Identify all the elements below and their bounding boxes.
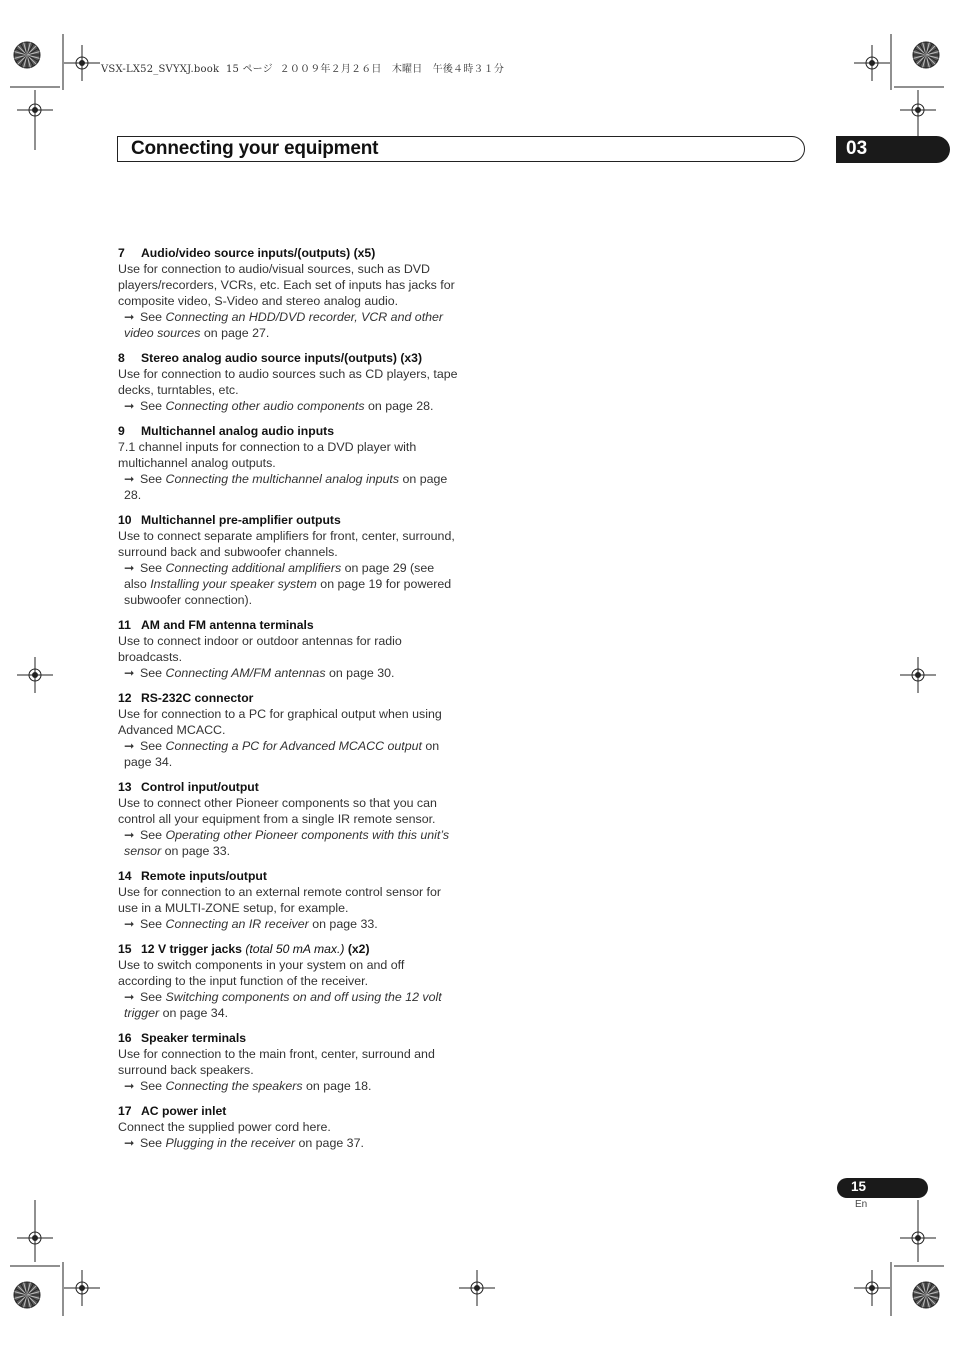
see-prefix: See: [140, 828, 166, 842]
right-arrow-icon: ➞: [124, 399, 135, 413]
list-item: [118, 1030, 458, 1094]
see-reference: [118, 471, 458, 503]
color-starburst-icon: [913, 1282, 939, 1308]
item-title: Stereo analog audio source inputs/(outputs) (x3): [141, 351, 423, 365]
see-prefix: See: [140, 917, 166, 931]
item-body: Connect the supplied power cord here.: [118, 1120, 331, 1134]
see-reference: [118, 916, 458, 932]
see-link: Operating other Pioneer components with this unit’s sensor: [124, 828, 450, 858]
item-title-tail: (x2): [347, 942, 370, 956]
print-metadata: VSX-LX52_SVYXJ.book 15 ページ ２００９年２月２６日 木曜日 午後４時３１分: [101, 64, 505, 75]
see-suffix: on page 34.: [159, 1006, 229, 1020]
item-title: AM and FM antenna terminals: [141, 618, 314, 632]
see-prefix: See: [140, 739, 166, 753]
see-suffix: on page 33.: [308, 917, 378, 931]
see-link: Connecting an IR receiver: [165, 917, 309, 931]
see-prefix: See: [140, 990, 166, 1004]
item-heading: [118, 245, 458, 261]
see-suffix: on page 37.: [295, 1136, 364, 1150]
see-reference: [118, 827, 458, 859]
see-link: Switching components on and off using the 12 volt trigger: [124, 990, 442, 1020]
item-title: Audio/video source inputs/(outputs) (x5): [141, 246, 376, 260]
list-item: [118, 941, 458, 1021]
item-body: Use for connection to audio sources such as CD players, tape decks, turntables, etc.: [118, 367, 458, 397]
see-reference: [118, 989, 458, 1021]
right-arrow-icon: ➞: [124, 561, 135, 575]
item-title: 12 V trigger jacks: [141, 942, 242, 956]
right-arrow-icon: ➞: [124, 1079, 135, 1093]
see-suffix: on page 28.: [364, 399, 434, 413]
see-prefix: See: [140, 472, 166, 486]
see-link: Connecting other audio components: [165, 399, 365, 413]
page-number-tab: [837, 1178, 928, 1198]
item-number: 16: [118, 1031, 132, 1045]
see-reference: [118, 560, 458, 608]
see-link: Connecting an HDD/DVD recorder, VCR and other video sources: [124, 310, 444, 340]
see-prefix: See: [140, 399, 166, 413]
item-body: Use for connection to an external remote control sensor for use in a MULTI-ZONE setup, for example.: [118, 885, 442, 915]
item-body: Use for connection to a PC for graphical output when using Advanced MCACC.: [118, 707, 442, 737]
item-number: 9: [118, 424, 125, 438]
color-starburst-icon: [14, 42, 40, 68]
item-heading: [118, 423, 458, 439]
see-link: Connecting AM/FM antennas: [165, 666, 326, 680]
see-suffix: on page 28.: [124, 472, 448, 502]
item-number: 12: [118, 691, 132, 705]
item-heading: [118, 690, 458, 706]
item-title: Speaker terminals: [141, 1031, 247, 1045]
item-number: 14: [118, 869, 132, 883]
list-item: [118, 617, 458, 681]
right-arrow-icon: ➞: [124, 739, 135, 753]
item-number: 7: [118, 246, 125, 260]
see-suffix: on page 30.: [325, 666, 395, 680]
item-title: AC power inlet: [141, 1104, 227, 1118]
see-reference: [118, 665, 458, 681]
see-prefix: See: [140, 561, 166, 575]
see-link: Connecting additional amplifiers: [165, 561, 342, 575]
see-reference: [118, 309, 458, 341]
see-prefix: See: [140, 666, 166, 680]
item-heading: [118, 779, 458, 795]
item-body: Use for connection to the main front, center, surround and surround back speakers.: [118, 1047, 435, 1077]
see-link: Connecting a PC for Advanced MCACC output: [165, 739, 422, 753]
item-heading: [118, 941, 458, 957]
see-prefix: See: [140, 1079, 166, 1093]
chapter-number: 03: [846, 138, 868, 159]
see-reference: [118, 398, 458, 414]
item-body: 7.1 channel inputs for connection to a DVD player with multichannel analog outputs.: [118, 440, 417, 470]
registration-mark-icon: [17, 92, 53, 128]
registration-mark-icon: [459, 1270, 495, 1306]
item-heading: [118, 1030, 458, 1046]
language-label: En: [855, 1199, 868, 1210]
registration-mark-icon: [17, 657, 53, 693]
item-title: Control input/output: [141, 780, 259, 794]
item-number: 11: [118, 618, 131, 632]
registration-mark-icon: [64, 45, 100, 81]
chapter-tab: [836, 136, 950, 163]
item-body: Use to switch components in your system on and off according to the input function of the receiver.: [118, 958, 405, 988]
right-arrow-icon: ➞: [124, 666, 135, 680]
see-link: Connecting the speakers: [165, 1079, 303, 1093]
see-reference: [118, 1078, 458, 1094]
see-reference: [118, 1135, 458, 1151]
list-item: [118, 512, 458, 608]
item-title-note: (total 50 mA max.): [245, 942, 345, 956]
item-title: Remote inputs/output: [141, 869, 267, 883]
list-item: [118, 690, 458, 770]
see-link: Installing your speaker system: [150, 577, 317, 591]
registration-mark-icon: [900, 92, 936, 128]
see-prefix: See: [140, 310, 166, 324]
main-content: [118, 245, 458, 1160]
right-arrow-icon: ➞: [124, 917, 135, 931]
item-title: Multichannel analog audio inputs: [141, 424, 334, 438]
item-heading: [118, 1103, 458, 1119]
color-starburst-icon: [913, 42, 939, 68]
item-number: 17: [118, 1104, 132, 1118]
item-number: 10: [118, 513, 132, 527]
list-item: [118, 1103, 458, 1151]
item-number: 15: [118, 942, 132, 956]
registration-mark-icon: [17, 1220, 53, 1256]
see-prefix: See: [140, 1136, 166, 1150]
see-suffix: on page 19 for powered subwoofer connection).: [124, 577, 452, 607]
item-body: Use to connect indoor or outdoor antennas for radio broadcasts.: [118, 634, 402, 664]
registration-mark-icon: [900, 1220, 936, 1256]
item-number: 13: [118, 780, 132, 794]
right-arrow-icon: ➞: [124, 990, 135, 1004]
item-heading: [118, 350, 458, 366]
see-suffix: on page 27.: [200, 326, 270, 340]
item-title: Multichannel pre-amplifier outputs: [141, 513, 341, 527]
registration-mark-icon: [900, 657, 936, 693]
color-starburst-icon: [14, 1282, 40, 1308]
item-title: RS-232C connector: [141, 691, 254, 705]
see-link: Connecting the multichannel analog inputs: [165, 472, 400, 486]
right-arrow-icon: ➞: [124, 472, 135, 486]
see-suffix: on page 29 (see also: [124, 561, 435, 591]
registration-mark-icon: [854, 1270, 890, 1306]
right-arrow-icon: ➞: [124, 1136, 135, 1150]
see-suffix: on page 34.: [124, 739, 440, 769]
registration-mark-icon: [64, 1270, 100, 1306]
section-title: Connecting your equipment: [131, 138, 379, 159]
list-item: [118, 245, 458, 341]
section-header-bar: [117, 136, 805, 162]
item-body: Use for connection to audio/visual sources, such as DVD players/recorders, VCRs, etc. Each set of inputs has jacks for composite video, S-Video and stereo analog audio.: [118, 262, 455, 308]
see-suffix: on page 18.: [302, 1079, 372, 1093]
item-body: Use to connect other Pioneer components so that you can control all your equipment from a single IR remote sensor.: [118, 796, 437, 826]
item-body: Use to connect separate amplifiers for front, center, surround, surround back and subwoofer channels.: [118, 529, 455, 559]
list-item: [118, 779, 458, 859]
item-heading: [118, 868, 458, 884]
see-link: Plugging in the receiver: [165, 1136, 295, 1150]
item-number: 8: [118, 351, 125, 365]
see-reference: [118, 738, 458, 770]
registration-mark-icon: [854, 45, 890, 81]
see-suffix: on page 33.: [161, 844, 231, 858]
list-item: [118, 350, 458, 414]
right-arrow-icon: ➞: [124, 828, 135, 842]
page-number: 15: [851, 1179, 867, 1194]
item-heading: [118, 617, 458, 633]
list-item: [118, 423, 458, 503]
item-heading: [118, 512, 458, 528]
right-arrow-icon: ➞: [124, 310, 135, 324]
list-item: [118, 868, 458, 932]
